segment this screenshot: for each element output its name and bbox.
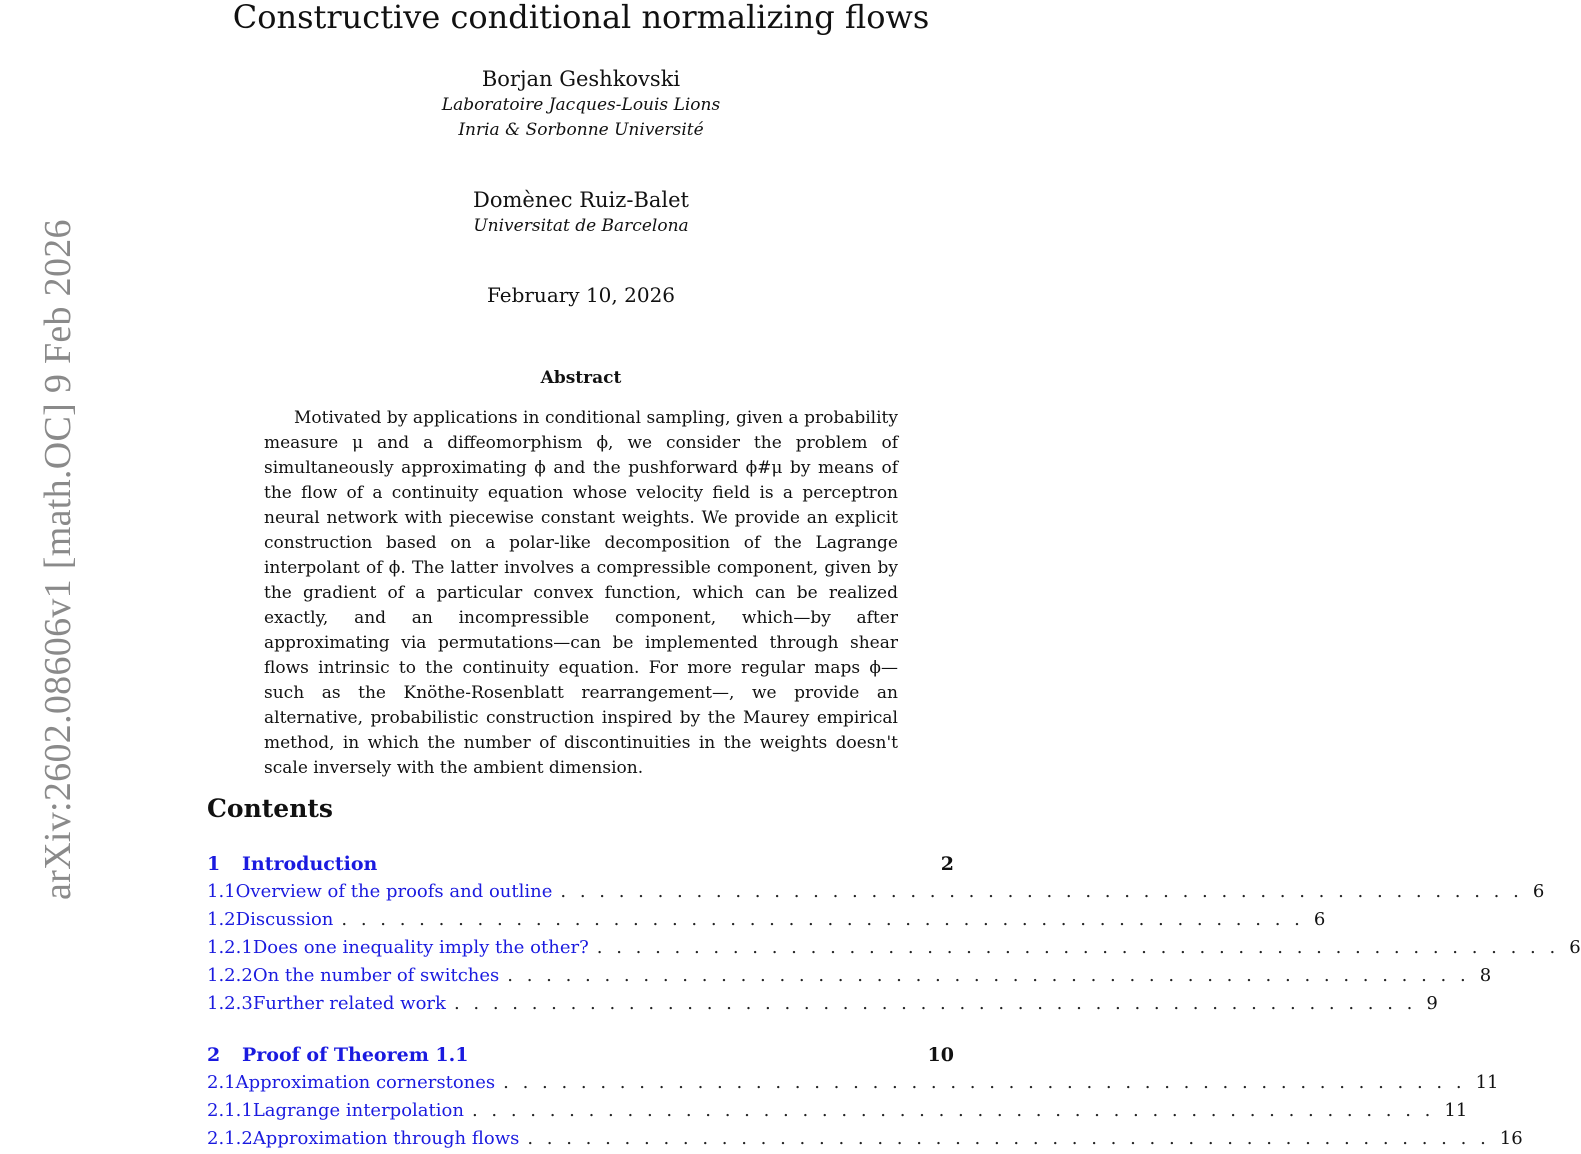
toc-leader-dots: . . . . . . . . . . . . . . . . . . . . . . . . . . . . . . . . . . . . . . . . . . . . . . . . . . <box>471 1100 1435 1121</box>
toc-entry-1-2[interactable] <box>207 909 1326 933</box>
author-affiliation-2: Universitat de Barcelona <box>473 216 689 236</box>
toc-page: 9 <box>1426 993 1438 1014</box>
arxiv-id: arXiv:2602.08606v1 [math.OC] 9 Feb 2026 <box>37 219 79 900</box>
toc-page: 16 <box>1499 1128 1523 1149</box>
toc-leader-dots: . . . . . . . . . . . . . . . . . . . . . . . . . . . . . . . . . . . . . . . . . . . . . . . . . . <box>507 965 1470 986</box>
toc-page: 6 <box>1313 909 1326 930</box>
toc-number: 1.2.2 <box>207 965 253 986</box>
toc-page: 8 <box>1479 965 1492 986</box>
toc-entry-2-1[interactable] <box>207 1072 1499 1096</box>
toc-entry-2-1-1[interactable] <box>207 1100 1468 1124</box>
toc-page: 11 <box>1444 1100 1468 1121</box>
author-name-2: Domènec Ruiz-Balet <box>473 188 689 212</box>
toc-leader-dots: . . . . . . . . . . . . . . . . . . . . . . . . . . . . . . . . . . . . . . . . . . . . . . . . . . <box>453 993 1417 1014</box>
toc-number: 2.1.2 <box>207 1128 253 1149</box>
toc-number: 1.2 <box>207 909 236 930</box>
paper-date: February 10, 2026 <box>486 283 676 307</box>
arxiv-sidebar-stamp <box>2 150 79 900</box>
toc-leader-dots: . . . . . . . . . . . . . . . . . . . . . . . . . . . . . . . . . . . . . . . . . . . . . . . . . . <box>503 1072 1466 1093</box>
toc-label[interactable]: Further related work <box>252 993 446 1014</box>
author-affiliation-1a: Laboratoire Jacques-Louis Lions <box>441 95 721 115</box>
toc-entry-2-1-2[interactable] <box>207 1128 1523 1152</box>
toc-label[interactable]: Lagrange interpolation <box>252 1100 464 1121</box>
toc-page: 6 <box>1532 881 1545 902</box>
toc-page: 6 <box>1569 937 1581 958</box>
toc-page: 11 <box>1475 1072 1499 1093</box>
toc-label[interactable]: Introduction <box>242 853 378 875</box>
toc-page: 2 <box>940 853 954 875</box>
toc-entry-1-2-3[interactable] <box>207 993 1438 1017</box>
toc-number: 1 <box>207 853 221 875</box>
toc-number: 1.2.3 <box>207 993 253 1014</box>
abstract-heading: Abstract <box>540 368 622 388</box>
toc-entry-1-2-1[interactable] <box>207 937 1581 961</box>
toc-entry-1-2-2[interactable] <box>207 965 1492 989</box>
toc-label[interactable]: Approximation cornerstones <box>235 1072 496 1093</box>
toc-label[interactable]: On the number of switches <box>252 965 500 986</box>
toc-label[interactable]: Discussion <box>235 909 334 930</box>
toc-leader-dots: . . . . . . . . . . . . . . . . . . . . . . . . . . . . . . . . . . . . . . . . . . . . . . . . . . <box>560 881 1523 902</box>
toc-entry-1[interactable] <box>207 853 954 877</box>
paper-title: Constructive conditional normalizing flows <box>232 0 930 36</box>
toc-label[interactable]: Does one inequality imply the other? <box>252 937 589 958</box>
toc-number: 2.1 <box>207 1072 236 1093</box>
author-name-1: Borjan Geshkovski <box>481 67 681 91</box>
toc-number: 1.1 <box>207 881 236 902</box>
toc-leader-dots: . . . . . . . . . . . . . . . . . . . . . . . . . . . . . . . . . . . . . . . . . . . . . . . . . . <box>527 1128 1490 1149</box>
toc-number: 2 <box>207 1044 221 1066</box>
toc-label[interactable]: Approximation through flows <box>252 1128 520 1149</box>
toc-number: 2.1.1 <box>207 1100 253 1121</box>
author-affiliation-1b: Inria & Sorbonne Université <box>458 120 704 140</box>
abstract-text: Motivated by applications in conditional sampling, given a probability measure μ and a diffeomorphism ϕ, we consider the problem of simultaneously approximating ϕ and the pushforward ϕ#μ by means of the flow of a continuity equation whose velocity field is a perceptron neural network with piecewise constant weights. We provide an explicit construction based on a polar-like decomposition of the Lagrange interpolant of ϕ. The latter involves a compressible component, given by the gradient of a particular convex function, which can be realized exactly, and an incompressible component, which—by after approximating via permutations—can be implemented through shear flows intrinsic to the continuity equation. For more regular maps ϕ—such as the Knöthe-Rosenblatt rearrangement—, we provide an alternative, probabilistic construction inspired by the Maurey empirical method, in which the number of discontinuities in the weights doesn't scale inversely with the ambient dimension. <box>264 408 898 778</box>
contents-heading: Contents <box>207 794 334 823</box>
toc-leader-dots: . . . . . . . . . . . . . . . . . . . . . . . . . . . . . . . . . . . . . . . . . . . . . . . . . . <box>341 909 1304 930</box>
toc-label[interactable]: Overview of the proofs and outline <box>235 881 553 902</box>
toc-entry-2[interactable] <box>207 1044 954 1068</box>
toc-page: 10 <box>927 1044 954 1066</box>
toc-label[interactable]: Proof of Theorem 1.1 <box>242 1044 469 1066</box>
toc-entry-1-1[interactable] <box>207 881 1545 905</box>
toc-leader-dots: . . . . . . . . . . . . . . . . . . . . . . . . . . . . . . . . . . . . . . . . . . . . . . . . . . <box>596 937 1560 958</box>
toc-number: 1.2.1 <box>207 937 253 958</box>
